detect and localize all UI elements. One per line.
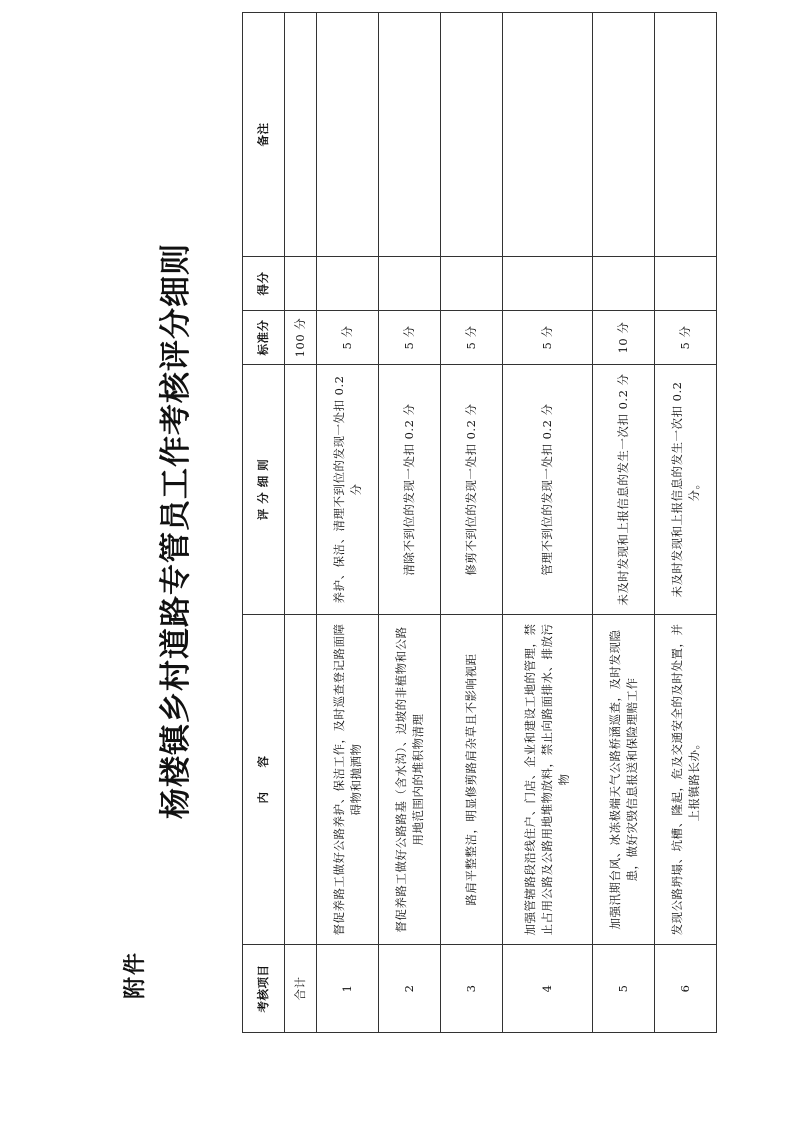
cell-remark [317, 13, 379, 257]
table-header-row [243, 13, 285, 1033]
cell-rule: 修剪不到位的发现一处扣 0.2 分 [441, 365, 503, 615]
cell-standard: 100 分 [285, 311, 317, 365]
cell-standard: 5 分 [655, 311, 717, 365]
cell-rule: 养护、保洁、清理不到位的发现一处扣 0.2 分 [317, 365, 379, 615]
cell-remark [379, 13, 441, 257]
cell-item: 合计 [285, 945, 317, 1033]
scoring-table [242, 12, 717, 1033]
attachment-label: 附件 [123, 950, 148, 999]
cell-content: 加强汛期台风、冰冻极端天气公路桥涵巡查，及时发现隐患，做好灾毁信息报送和保险理赔工作 [593, 615, 655, 945]
header-content: 内 容 [243, 615, 285, 945]
cell-remark [503, 13, 593, 257]
header-rule: 评 分 细 则 [243, 365, 285, 615]
cell-content [285, 615, 317, 945]
header-standard: 标准分 [243, 311, 285, 365]
cell-content: 加强管辖路段沿线住户、门店、企业和建设工地的管理，禁止占用公路及公路用地堆物放料，禁止向路面排水、排放污物 [503, 615, 593, 945]
cell-score [379, 257, 441, 311]
cell-content: 督促养路工做好公路养护、保洁工作，及时巡查登记路面障碍物和抛洒物 [317, 615, 379, 945]
cell-score [441, 257, 503, 311]
cell-score [285, 257, 317, 311]
cell-item: 2 [379, 945, 441, 1033]
table-row [503, 13, 593, 1033]
cell-content: 发现公路坍塌、坑槽、隆起，危及交通安全的及时处置，并上报镇路长办。 [655, 615, 717, 945]
table-row [593, 13, 655, 1033]
table-row [655, 13, 717, 1033]
cell-standard: 5 分 [503, 311, 593, 365]
cell-rule: 未及时发现和上报信息的发生一次扣 0.2 分。 [655, 365, 717, 615]
table-row [441, 13, 503, 1033]
cell-rule: 管理不到位的发现一处扣 0.2 分 [503, 365, 593, 615]
header-remark: 备注 [243, 13, 285, 257]
cell-remark [655, 13, 717, 257]
total-row [285, 13, 317, 1033]
cell-standard: 5 分 [441, 311, 503, 365]
cell-score [503, 257, 593, 311]
cell-content: 督促养路工做好公路路基（含水沟）、边坡的非植物和公路用地范围内的堆积物清理 [379, 615, 441, 945]
cell-standard: 5 分 [317, 311, 379, 365]
cell-score [593, 257, 655, 311]
cell-rule: 清除不到位的发现一处扣 0.2 分 [379, 365, 441, 615]
cell-remark [285, 13, 317, 257]
cell-item: 6 [655, 945, 717, 1033]
cell-item: 5 [593, 945, 655, 1033]
table-row [379, 13, 441, 1033]
cell-content: 路肩平整整洁，明显修剪路肩杂草且不影响视距 [441, 615, 503, 945]
cell-item: 4 [503, 945, 593, 1033]
document-title: 杨楼镇乡村道路专管员工作考核评分细则 [158, 243, 194, 819]
header-score: 得分 [243, 257, 285, 311]
cell-remark [441, 13, 503, 257]
cell-rule: 未及时发现和上报信息的发生一次扣 0.2 分 [593, 365, 655, 615]
header-item: 考核项目 [243, 945, 285, 1033]
cell-score [317, 257, 379, 311]
cell-standard: 10 分 [593, 311, 655, 365]
cell-rule [285, 365, 317, 615]
cell-standard: 5 分 [379, 311, 441, 365]
cell-remark [593, 13, 655, 257]
table-row [317, 13, 379, 1033]
cell-item: 3 [441, 945, 503, 1033]
cell-score [655, 257, 717, 311]
cell-item: 1 [317, 945, 379, 1033]
